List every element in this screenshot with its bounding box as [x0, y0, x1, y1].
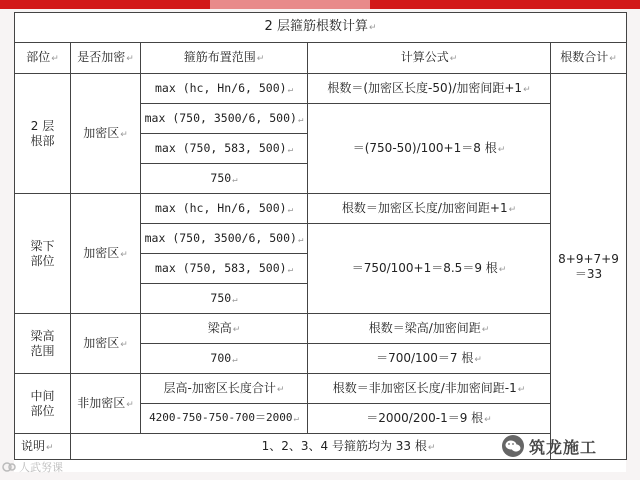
bar-segment-left	[0, 0, 210, 9]
range-cell: max (hc, Hn/6, 500)↵	[141, 194, 308, 224]
bar-segment-right	[370, 0, 640, 9]
table-row	[15, 314, 627, 344]
watermark-left-text: 人武努课	[19, 461, 63, 474]
range-cell: 4200-750-750-700＝2000↵	[141, 404, 308, 434]
formula-calc-cell: ＝750/100+1＝8.5＝9 根↵	[308, 224, 551, 314]
range-cell: max (750, 583, 500)↵	[141, 254, 308, 284]
slide-content	[14, 12, 626, 472]
bar-segment-mid	[210, 0, 370, 9]
watermark-left	[2, 458, 63, 476]
watermark-logo-icon	[2, 461, 16, 473]
range-cell: 750↵	[141, 284, 308, 314]
range-cell: max (750, 3500/6, 500)↵	[141, 224, 308, 254]
stirrup-count-table	[14, 12, 627, 460]
table-row	[15, 74, 627, 104]
header-total: 根数合计↵	[551, 43, 627, 74]
watermark-brand	[502, 433, 628, 459]
formula-cell: 根数＝(加密区长度-50)/加密间距+1↵	[308, 74, 551, 104]
watermark-brand-text: 筑龙施工	[529, 437, 598, 457]
note-label: 说明↵	[15, 434, 71, 460]
note-text: 1、2、3、4 号箍筋均为 33 根↵	[71, 434, 627, 460]
table-header-row	[15, 43, 627, 74]
header-dense: 是否加密↵	[71, 43, 141, 74]
part-cell: 中间 部位	[15, 374, 71, 434]
formula-cell: 根数＝加密区长度/加密间距+1↵	[308, 194, 551, 224]
formula-calc-cell: ＝(750-50)/100+1＝8 根↵	[308, 104, 551, 194]
wechat-icon	[502, 435, 524, 457]
range-cell: 梁高↵	[141, 314, 308, 344]
dense-cell: 加密区↵	[71, 194, 141, 314]
table-row	[15, 374, 627, 404]
range-cell: 层高-加密区长度合计↵	[141, 374, 308, 404]
part-cell: 2 层 根部	[15, 74, 71, 194]
header-formula: 计算公式↵	[308, 43, 551, 74]
range-cell: max (750, 3500/6, 500)↵	[141, 104, 308, 134]
formula-calc-cell: ＝2000/200-1＝9 根↵	[308, 404, 551, 434]
slide-top-bar	[0, 0, 640, 9]
table-title: 2 层箍筋根数计算↵	[15, 13, 627, 43]
total-cell: 8+9+7+9 ＝33	[551, 74, 627, 460]
range-cell: 700↵	[141, 344, 308, 374]
part-cell: 梁下 部位	[15, 194, 71, 314]
table-row	[15, 194, 627, 224]
range-cell: 750↵	[141, 164, 308, 194]
formula-cell: 根数＝梁高/加密间距↵	[308, 314, 551, 344]
dense-cell: 非加密区↵	[71, 374, 141, 434]
part-cell: 梁高 范围	[15, 314, 71, 374]
header-range: 箍筋布置范围↵	[141, 43, 308, 74]
table-title-row	[15, 13, 627, 43]
header-part: 部位↵	[15, 43, 71, 74]
formula-calc-cell: ＝700/100＝7 根↵	[308, 344, 551, 374]
range-cell: max (750, 583, 500)↵	[141, 134, 308, 164]
dense-cell: 加密区↵	[71, 74, 141, 194]
range-cell: max (hc, Hn/6, 500)↵	[141, 74, 308, 104]
dense-cell: 加密区↵	[71, 314, 141, 374]
formula-cell: 根数＝非加密区长度/非加密间距-1↵	[308, 374, 551, 404]
